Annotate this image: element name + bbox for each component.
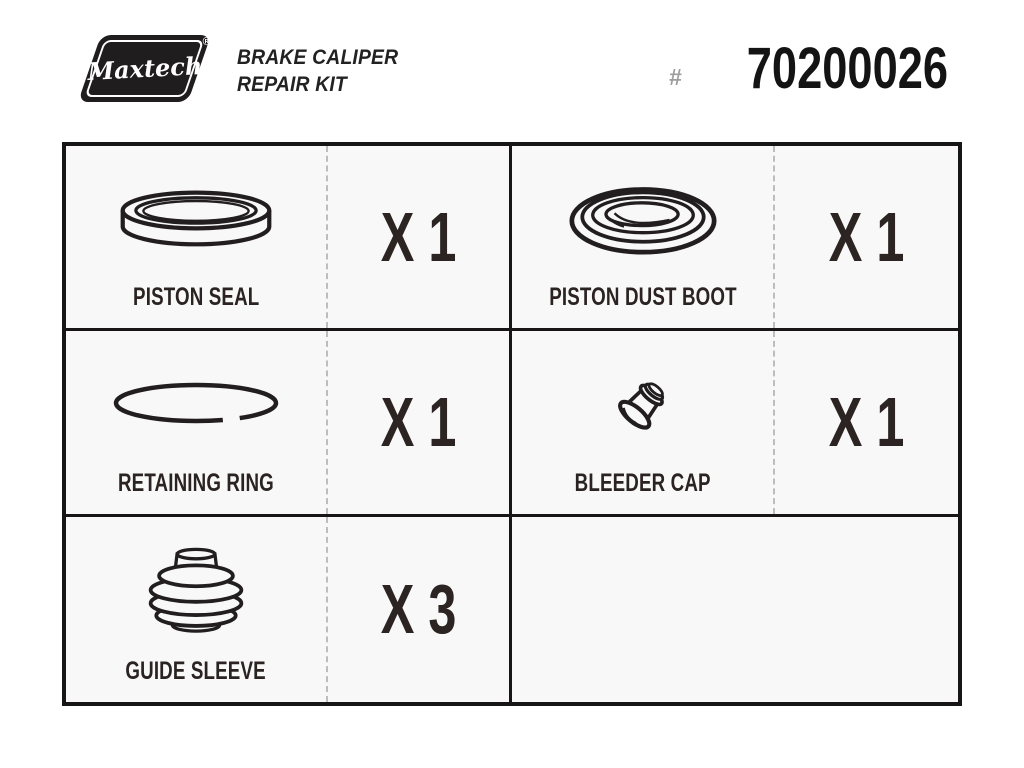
part-label: PISTON DUST BOOT xyxy=(548,283,737,312)
part-quantity: X 3 xyxy=(380,570,457,649)
brand-logo-text: Maxtech xyxy=(86,51,203,86)
bleeder-cap-icon xyxy=(608,331,678,468)
part-label: BLEEDER CAP xyxy=(574,468,711,497)
retaining-ring-icon xyxy=(112,331,280,468)
product-title-line1: BRAKE CALIPER xyxy=(237,46,399,69)
brand-logo xyxy=(78,35,211,102)
part-quantity: X 1 xyxy=(828,198,905,277)
part-number-value: 70200026 xyxy=(746,36,948,101)
product-title-line2: REPAIR KIT xyxy=(237,73,347,96)
part-cell-guide-sleeve xyxy=(66,517,512,702)
part-label: GUIDE SLEEVE xyxy=(125,656,266,685)
part-quantity: X 1 xyxy=(828,383,905,462)
part-number-hash: # xyxy=(669,64,682,90)
guide-sleeve-icon xyxy=(144,517,248,657)
empty-cell xyxy=(512,517,958,702)
part-quantity: X 1 xyxy=(380,383,457,462)
part-cell-retaining-ring xyxy=(66,331,512,516)
part-label: PISTON SEAL xyxy=(132,283,259,312)
parts-grid xyxy=(62,142,962,706)
piston-dust-boot-icon xyxy=(567,146,719,283)
product-title xyxy=(237,44,398,98)
part-cell-bleeder-cap xyxy=(512,331,958,516)
registered-mark-icon: ® xyxy=(202,36,211,48)
part-number xyxy=(669,36,948,101)
part-label: RETAINING RING xyxy=(117,468,274,497)
piston-seal-icon xyxy=(116,146,276,283)
part-cell-piston-dust-boot xyxy=(512,146,958,331)
part-cell-piston-seal xyxy=(66,146,512,331)
part-quantity: X 1 xyxy=(380,198,457,277)
